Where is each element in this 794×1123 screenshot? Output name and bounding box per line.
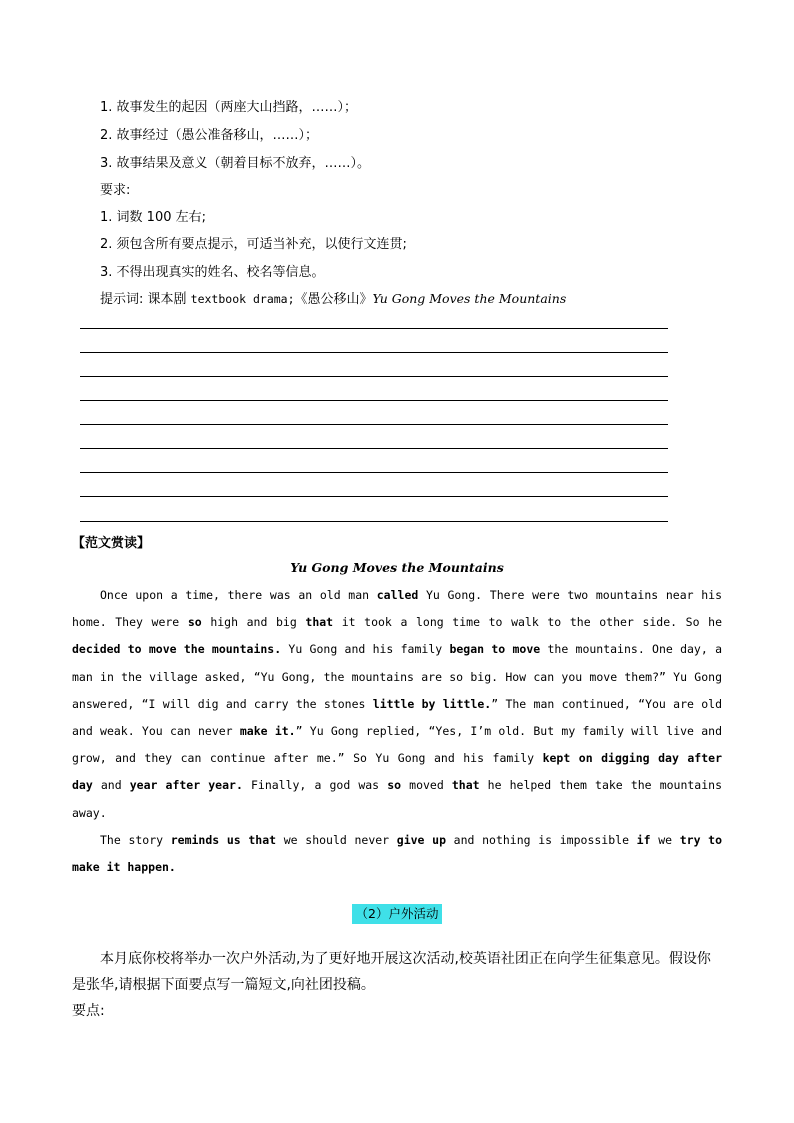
requirement-2: 2. 须包含所有要点提示，可适当补充，以使行文连贯; [100, 237, 407, 252]
essay-text: moved [401, 778, 452, 793]
essay-text: he helped them take the mountains away. [72, 778, 723, 820]
essay-bold-phrase: so [387, 778, 402, 793]
essay-text: and [92, 778, 130, 793]
hint-words [100, 288, 566, 307]
writing-line [80, 521, 668, 522]
task-prompt [72, 946, 724, 1024]
essay-bold-phrase: little by little. [372, 696, 492, 711]
essay-bold-phrase: decided to move the mountains. [72, 642, 282, 657]
essay-bold-phrase: make it. [239, 724, 296, 739]
writing-line [80, 400, 668, 401]
essay-paragraph-2 [72, 827, 722, 881]
writing-line [80, 448, 668, 449]
essay-bold-phrase: if [636, 832, 651, 847]
hint-prefix: 提示词: 课本剧 [100, 292, 191, 307]
essay-bold-phrase: year after year. [129, 778, 243, 793]
essay-bold-phrase: so [187, 615, 202, 630]
essay-text: we should never [276, 832, 397, 847]
points-label: 要点: [72, 1003, 105, 1019]
essay-text: ” The man continued, “You are old and weak. You can never [72, 696, 722, 739]
essay-text: Yu Gong. There were two mountains near his home. They were [72, 588, 722, 630]
outline-item-1: 1. 故事发生的起因（两座大山挡路，……）； [100, 100, 358, 115]
essay-bold-phrase: began to move [449, 642, 541, 657]
essay-bold-phrase: that [305, 615, 334, 630]
writing-line [80, 376, 668, 377]
essay-bold-phrase: called [376, 588, 419, 602]
hint-cn: 《愚公移山》 [294, 292, 373, 307]
essay-text: it took a long time to walk to the other side. So he [333, 615, 722, 630]
essay-bold-phrase: try to make it happen. [72, 832, 723, 875]
writing-line [80, 352, 668, 353]
essay-bold-phrase: that [451, 778, 480, 793]
essay-text: Finally, a god was [242, 778, 388, 793]
writing-line [80, 424, 668, 425]
essay-bold-phrase: reminds us that [170, 832, 277, 847]
essay-text: we [650, 832, 680, 847]
writing-line [80, 328, 668, 329]
essay-text: Once upon a time, there was an old man [100, 588, 377, 602]
essay-text: ” Yu Gong replied, “Yes, I’m old. But my family will live and grow, and they can continue after me.” So Yu Gong and his family [72, 724, 722, 766]
essay-body [72, 582, 722, 881]
hint-italic: Yu Gong Moves the Mountains [372, 291, 567, 306]
requirements-label: 要求: [100, 183, 131, 198]
task-prompt-text: 本月底你校将举办一次户外活动,为了更好地开展这次活动,校英语社团正在向学生征集意见。假设你是张华,请根据下面要点写一篇短文,向社团投稿。 [72, 951, 711, 993]
outline-item-3: 3. 故事结果及意义（朝着目标不放弃，……）。 [100, 156, 371, 171]
requirement-1: 1. 词数 100 左右; [100, 210, 206, 225]
writing-line [80, 496, 668, 497]
essay-text: The story [100, 832, 171, 847]
essay-bold-phrase: kept on digging day after day [72, 751, 722, 793]
essay-text: the mountains. One day, a man in the village asked, “Yu Gong, the mountains are so big. How can you move them?” Yu Gong answered, “I will dig and carry the stones [72, 642, 722, 711]
section-label: 【范文赏读】 [72, 536, 151, 551]
requirement-3: 3. 不得出现真实的姓名、校名等信息。 [100, 265, 325, 280]
essay-paragraph-1 [72, 582, 722, 827]
outline-item-2: 2. 故事经过（愚公准备移山，……）； [100, 128, 319, 143]
essay-bold-phrase: give up [396, 832, 446, 847]
essay-text: high and big [201, 615, 306, 630]
writing-line [80, 472, 668, 473]
task-badge: （2）户外活动 [352, 904, 442, 924]
hint-mono: textbook drama; [190, 292, 295, 306]
essay-title: Yu Gong Moves the Mountains [290, 560, 504, 575]
essay-text: Yu Gong and his family [281, 642, 450, 657]
essay-text: and nothing is impossible [446, 832, 637, 847]
